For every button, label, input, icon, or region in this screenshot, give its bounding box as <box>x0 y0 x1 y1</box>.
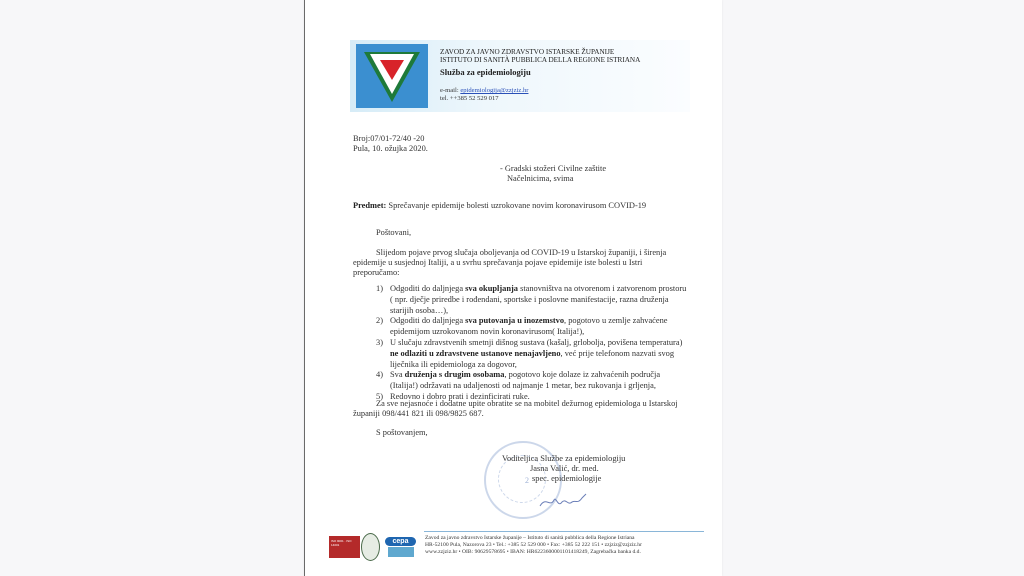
footer-line-2: HR-52100 Pula, Nazorova 23 • Tel.: +385 52 529 000 • Fax: +385 52 222 151 • zzjziz@zzjziz.hr <box>425 542 642 548</box>
bureau-veritas-seal-icon <box>361 533 380 561</box>
list-item: 5) Redovno i dobro prati i dezinficirati ruke. <box>376 391 530 401</box>
footer-line-3: www.zzjziz.hr • OIB: 90629578695 • IBAN: HR6223600001101418249, Zagrebačka banka d.d. <box>425 549 641 555</box>
closing: S poštovanjem, <box>376 428 428 437</box>
subject-line <box>353 201 646 212</box>
intro-line-1: Slijedom pojave prvog slučaja oboljevanja od COVID-19 u Istarskoj županiji, i širenja <box>376 248 667 257</box>
contact-line-2: županiji 098/441 821 ili 098/9825 687. <box>353 409 484 418</box>
stamp-number: 2 <box>525 476 529 485</box>
recipient-line-2: Načelnicima, svima <box>507 174 574 183</box>
list-item: 3) U slučaju zdravstvenih smetnji dišnog sustava (kašalj, grlobolja, povišena temperatura) ne odlaziti u zdravstvene ustanove nenajavljeno, već prije telefonom nazvati svog liječnika ili epidemiologa za dogovor, <box>376 337 683 369</box>
signatory-specialty: spec. epidemiologije <box>532 474 602 483</box>
list-item: 2) Odgoditi do daljnjega sva putovanja u inozemstvo, pogotovo u zemlje zahvaćene epidemijom uzrokovanom novin koronavirusom( Italija!), <box>376 316 668 337</box>
footer-line-1: Zavod za javno zdravstvo Istarske županije – Istituto di sanità pubblica della Regione Istriana <box>425 535 635 541</box>
email-line <box>440 87 528 94</box>
place-date: Pula, 10. ožujka 2020. <box>353 144 428 153</box>
email-label: e-mail: <box>440 87 461 94</box>
recommendations-list <box>376 284 696 403</box>
intro-line-3: preporučamo: <box>353 268 400 277</box>
phone-line: tel. ++385 52 529 017 <box>440 95 499 102</box>
signatory-name: Jasna Valić, dr. med. <box>530 464 599 473</box>
greeting: Poštovani, <box>376 228 412 237</box>
subject-label: Predmet: <box>353 201 387 210</box>
triangle-logo-icon <box>356 44 428 108</box>
recipient-line-1: - Gradski stožeri Civilne zaštite <box>500 164 607 173</box>
list-item: 1) Odgoditi do daljnjega sva okupljanja stanovništva na otvorenom i zatvorenom prostoru ( npr. dječje priredbe i rođendani, sportske i poslovne manifestacije, razna druženja starijih osoba…), <box>376 284 687 315</box>
cepa-logo: cepa <box>385 537 416 557</box>
list-item: 4) Sva druženja s drugim osobama, pogotovo koje dolaze iz zahvaćenih područja (Italija!) održavati na udaljenosti od najmanje 1 metar, bez rukovanja i grljenja, <box>376 370 661 391</box>
institution-name-it: ISTITUTO DI SANITÀ PUBBLICA DELLA REGIONE ISTRIANA <box>440 56 641 64</box>
institution-name-hr: ZAVOD ZA JAVNO ZDRAVSTVO ISTARSKE ŽUPANIJE <box>440 48 615 56</box>
footer-divider <box>424 531 704 532</box>
reference-number: Broj:07/01-72/40 -20 <box>353 134 425 143</box>
subject-text: Sprečavanje epidemije bolesti uzrokovane novim koronavirusom COVID-19 <box>386 201 647 210</box>
handwritten-signature <box>538 492 588 512</box>
intro-line-2: epidemije u susjednoj Italiji, a u svrhu sprečavanja pojave epidemije iste bolesti u Istri <box>353 258 643 267</box>
signatory-title: Voditeljica Službe za epidemiologiju <box>502 454 626 463</box>
email-link[interactable]: epidemiologija@zzjziz.hr <box>460 87 529 94</box>
contact-line-1: Za sve nejasnoće i dodatne upite obratite se na mobitel dežurnog epidemiologa u Istarskoj <box>376 399 678 408</box>
department-name: Služba za epidemiologiju <box>440 67 531 77</box>
iso-certification-badge: ISO 9001 · ISO 14001 <box>329 536 360 558</box>
